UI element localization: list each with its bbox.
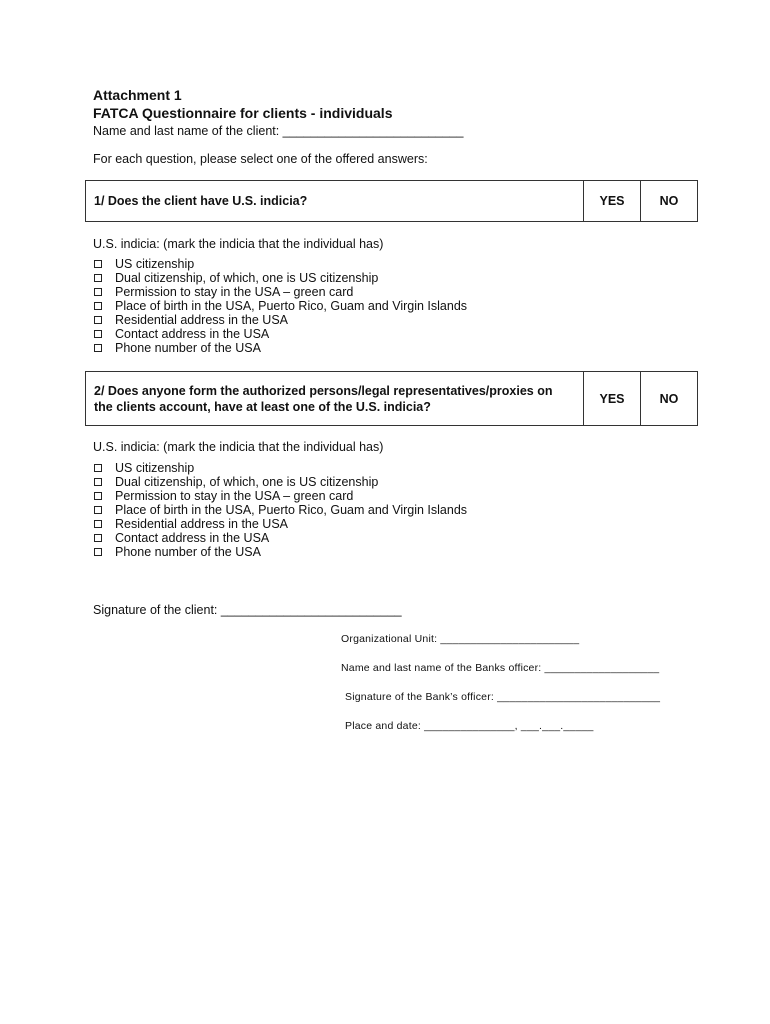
indicia-checkbox-item[interactable]: Residential address in the USA <box>93 517 467 531</box>
checkbox-icon[interactable] <box>94 478 102 486</box>
question-2-yes-option[interactable]: YES <box>584 372 641 425</box>
attachment-label: Attachment 1 <box>93 87 182 103</box>
indicia-checkbox-item[interactable]: Place of birth in the USA, Puerto Rico, Guam and Virgin Islands <box>93 299 467 313</box>
client-name-field[interactable]: Name and last name of the client: __________________________ <box>93 124 464 138</box>
question-2-no-option[interactable]: NO <box>659 391 679 406</box>
indicia-checkbox-item[interactable]: Dual citizenship, of which, one is US citizenship <box>93 475 467 489</box>
question-1-text: 1/ Does the client have U.S. indicia? <box>86 181 584 221</box>
bank-officer-name-field[interactable]: Name and last name of the Banks officer: ___________________ <box>341 662 660 674</box>
checkbox-icon[interactable] <box>94 288 102 296</box>
question-2-text-line-1: 2/ Does anyone form the authorized persons/legal representatives/proxies on <box>94 383 553 398</box>
checkbox-icon[interactable] <box>94 330 102 338</box>
checkbox-icon[interactable] <box>94 548 102 556</box>
question-1-indicia-intro: U.S. indicia: (mark the indicia that the individual has) <box>93 237 384 251</box>
client-signature-field[interactable]: Signature of the client: __________________________ <box>93 603 402 617</box>
checkbox-icon[interactable] <box>94 492 102 500</box>
checkbox-icon[interactable] <box>94 506 102 514</box>
place-and-date-field[interactable]: Place and date: _______________, ___.___._____ <box>345 720 594 732</box>
question-1-no-option[interactable]: NO <box>659 194 679 208</box>
question-1-table <box>85 180 698 222</box>
bank-officer-signature-field[interactable]: Signature of the Bank’s officer: ___________________________ <box>345 691 661 703</box>
indicia-checkbox-item[interactable]: Phone number of the USA <box>93 545 467 559</box>
question-2-indicia-intro: U.S. indicia: (mark the indicia that the individual has) <box>93 440 384 454</box>
organizational-unit-field[interactable]: Organizational Unit: _______________________ <box>341 633 580 645</box>
checkbox-icon[interactable] <box>94 344 102 352</box>
question-2-indicia-list <box>93 461 467 559</box>
indicia-checkbox-item[interactable]: Dual citizenship, of which, one is US citizenship <box>93 271 467 285</box>
page-title: FATCA Questionnaire for clients - individuals <box>93 105 393 121</box>
checkbox-icon[interactable] <box>94 260 102 268</box>
indicia-checkbox-item[interactable]: Phone number of the USA <box>93 341 467 355</box>
indicia-checkbox-item[interactable]: Permission to stay in the USA – green card <box>93 285 467 299</box>
indicia-checkbox-item[interactable]: Place of birth in the USA, Puerto Rico, Guam and Virgin Islands <box>93 503 467 517</box>
question-2-text-line-2: the clients account, have at least one of the U.S. indicia? <box>94 399 431 414</box>
indicia-checkbox-item[interactable]: Contact address in the USA <box>93 327 467 341</box>
checkbox-icon[interactable] <box>94 534 102 542</box>
checkbox-icon[interactable] <box>94 316 102 324</box>
indicia-checkbox-item[interactable]: Residential address in the USA <box>93 313 467 327</box>
question-2-table <box>85 371 698 426</box>
checkbox-icon[interactable] <box>94 464 102 472</box>
question-1-indicia-list <box>93 257 467 355</box>
indicia-checkbox-item[interactable]: Permission to stay in the USA – green card <box>93 489 467 503</box>
checkbox-icon[interactable] <box>94 520 102 528</box>
indicia-checkbox-item[interactable]: US citizenship <box>93 461 467 475</box>
indicia-checkbox-item[interactable]: US citizenship <box>93 257 467 271</box>
checkbox-icon[interactable] <box>94 302 102 310</box>
instruction-text: For each question, please select one of the offered answers: <box>93 152 428 166</box>
question-1-yes-option[interactable]: YES <box>584 181 641 221</box>
checkbox-icon[interactable] <box>94 274 102 282</box>
indicia-checkbox-item[interactable]: Contact address in the USA <box>93 531 467 545</box>
question-2-text <box>86 372 584 425</box>
